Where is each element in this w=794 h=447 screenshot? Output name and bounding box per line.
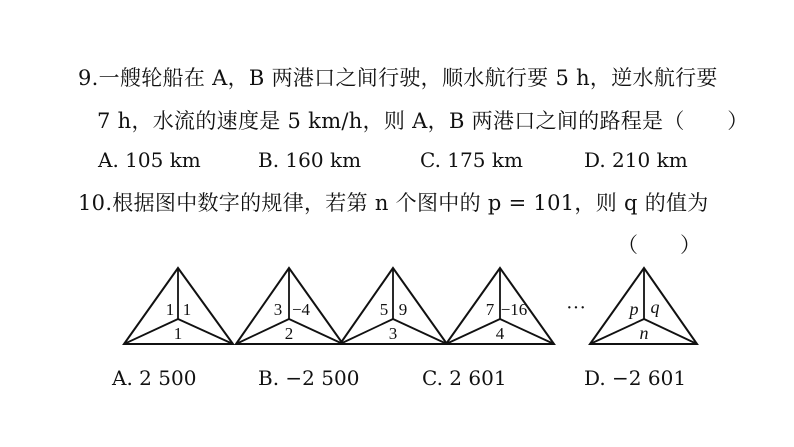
q10-option-a: A. 2 500: [112, 366, 197, 390]
q9-line2: 7 h，水流的速度是 5 km/h，则 A，B 两港口之间的路程是（ ）: [97, 109, 749, 133]
figure-2: [236, 268, 343, 344]
ellipsis: ···: [566, 297, 586, 319]
figure-3: [340, 268, 447, 344]
q10-line1: 10.根据图中数字的规律，若第 n 个图中的 p = 101，则 q 的值为: [78, 191, 709, 215]
q9-option-d: D. 210 km: [584, 148, 688, 172]
figure-4: [446, 268, 554, 344]
q9-option-a: A. 105 km: [98, 148, 201, 172]
figure-4-left: 7: [485, 300, 495, 319]
figure-2-left: 3: [273, 300, 283, 319]
figure-n-left: p: [629, 299, 639, 319]
figure-n-bottom: n: [639, 323, 649, 343]
figure-1-right: 1: [182, 300, 192, 319]
figure-3-right: 9: [398, 300, 408, 319]
q9-line1: 9.一艘轮船在 A，B 两港口之间行驶，顺水航行要 5 h，逆水航行要: [78, 66, 718, 90]
figure-3-left: 5: [379, 300, 389, 319]
figure-1-left: 1: [165, 300, 175, 319]
q10-option-d: D. −2 601: [584, 366, 687, 390]
q9-option-c: C. 175 km: [420, 148, 523, 172]
figure-2-bottom: 2: [284, 324, 294, 343]
figure-1-bottom: 1: [173, 324, 183, 343]
figure-3-bottom: 3: [388, 324, 398, 343]
figure-n-right: q: [650, 297, 660, 317]
q10-option-c: C. 2 601: [422, 366, 507, 390]
figure-2-right: −4: [291, 300, 311, 319]
figure-4-bottom: 4: [495, 324, 505, 343]
q9-option-b: B. 160 km: [258, 148, 362, 172]
figure-4-right: −16: [500, 300, 528, 319]
figure-1: [124, 268, 233, 344]
figure-n: [590, 268, 697, 344]
q10-option-b: B. −2 500: [258, 366, 360, 390]
q10-answer-blank: （ ）: [617, 233, 701, 257]
